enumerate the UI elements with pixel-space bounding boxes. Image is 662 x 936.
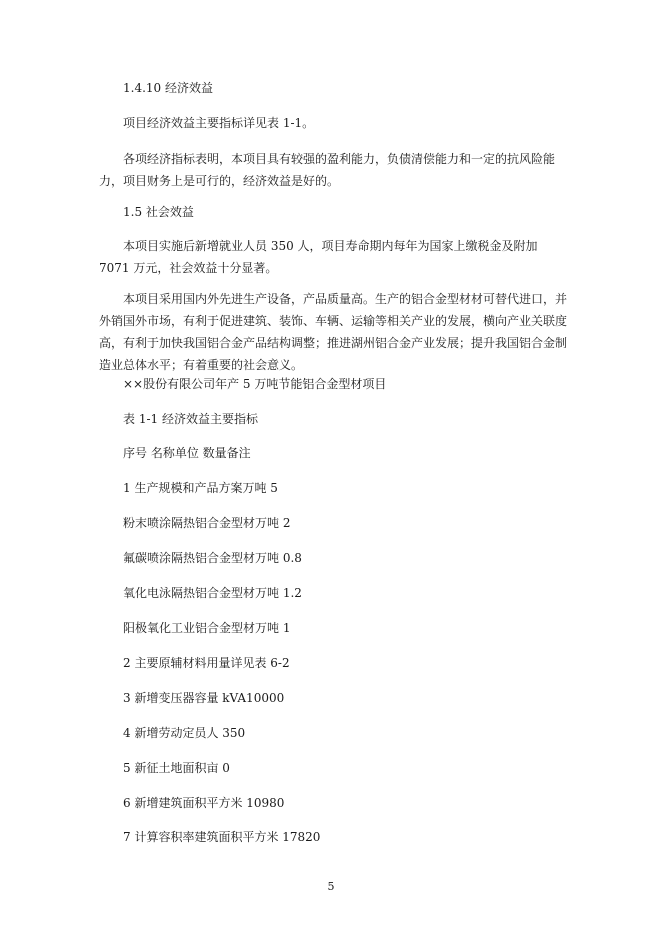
table-row: 4 新增劳动定员人 350 (123, 726, 246, 740)
section-heading-1-5: 1.5 社会效益 (123, 205, 194, 219)
table-row: 6 新增建筑面积平方米 10980 (123, 796, 285, 810)
project-title: ××股份有限公司年产 5 万吨节能铝合金型材项目 (123, 377, 387, 391)
table-row: 7 计算容积率建筑面积平方米 17820 (123, 830, 321, 844)
paragraph-table-reference: 项目经济效益主要指标详见表 1-1。 (123, 116, 315, 130)
table-row: 3 新增变压器容量 kVA10000 (123, 691, 285, 705)
table-row: 1 生产规模和产品方案万吨 5 (123, 481, 278, 495)
paragraph-social-significance: 本项目采用国内外先进生产设备，产品质量高。生产的铝合金型材材可替代进口，并外销国外市场，有利于促进建筑、装饰、车辆、运输等相关产业的发展，横向产业关联度高，有利于加快我国铝合金产品结构调整；推进湖州铝合金产业发展；提升我国铝合金制造业总体水平；有着重要的社会意义。 (99, 292, 568, 372)
table-row: 5 新征土地面积亩 0 (123, 761, 230, 775)
paragraph-indicators: 各项经济指标表明，本项目具有较强的盈利能力，负债清偿能力和一定的抗风险能力，项目财务上是可行的，经济效益是好的。 (99, 152, 556, 188)
table-row: 粉末喷涂隔热铝合金型材万吨 2 (123, 516, 291, 530)
section-heading-1-4-10: 1.4.10 经济效益 (123, 81, 213, 95)
table-row: 氧化电泳隔热铝合金型材万吨 1.2 (123, 586, 302, 600)
table-title: 表 1-1 经济效益主要指标 (123, 412, 258, 426)
page-number: 5 (327, 880, 335, 893)
table-row: 2 主要原辅材料用量详见表 6-2 (123, 656, 290, 670)
table-row: 阳极氧化工业铝合金型材万吨 1 (123, 621, 291, 635)
paragraph-employment: 本项目实施后新增就业人员 350 人，项目寿命期内每年为国家上缴税金及附加 7071 万元，社会效益十分显著。 (99, 239, 538, 275)
table-header: 序号 名称单位 数量备注 (123, 446, 251, 460)
table-row: 氟碳喷涂隔热铝合金型材万吨 0.8 (123, 551, 302, 565)
